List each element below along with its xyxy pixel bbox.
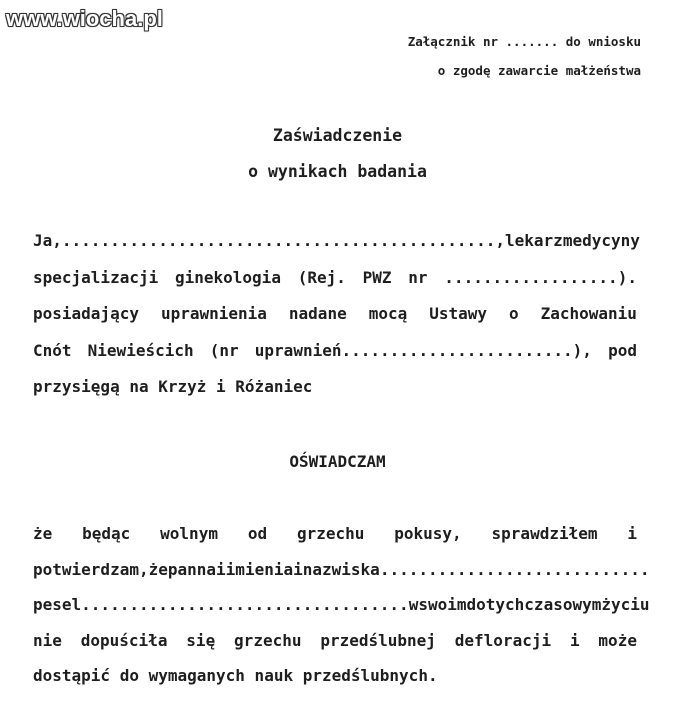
word: PWZ: [362, 267, 392, 287]
word: ............................: [379, 559, 650, 579]
word: grzechu: [296, 524, 365, 543]
word: uprawnień........................),: [254, 340, 592, 360]
doctor-statement-paragraph: [33, 231, 640, 414]
word: nazwiska: [302, 559, 380, 579]
paragraph-line: [33, 631, 637, 667]
word: pokusy,: [394, 524, 462, 543]
word: Zachowaniu: [540, 304, 637, 323]
word: (Rej.: [297, 267, 346, 287]
word: Cnót: [33, 340, 72, 360]
word: (nr: [209, 340, 239, 360]
annex-line-2: o zgodę zawarcie małżeństwa: [437, 63, 641, 78]
word: lekarz: [505, 231, 563, 250]
word: ginekologia: [174, 267, 281, 287]
word: defloracji: [454, 630, 552, 650]
paragraph-line: [33, 559, 650, 596]
word: uprawnienia: [160, 304, 267, 323]
word: mocą: [368, 304, 408, 323]
word: ..................).: [444, 267, 637, 287]
word: medycyny: [562, 231, 640, 250]
watermark-logo: www.wiocha.pl: [6, 6, 163, 31]
word: .............................................,: [61, 231, 506, 250]
word: życiu: [601, 595, 650, 614]
word: może: [598, 630, 637, 650]
word: że: [33, 524, 53, 543]
word: i: [293, 559, 303, 579]
word: i: [569, 630, 580, 650]
word: pod: [608, 340, 637, 360]
paragraph-line: [33, 524, 637, 560]
word: dopuściła: [80, 630, 168, 650]
word: nie: [33, 630, 62, 650]
word: w: [408, 595, 419, 614]
word: swoim: [418, 595, 467, 614]
word: sprawdziłem: [491, 524, 598, 543]
word: i: [627, 524, 637, 543]
word: Niewieścich: [87, 340, 194, 360]
word: o: [508, 304, 519, 323]
word: Ja,: [33, 231, 62, 250]
word: i: [216, 559, 226, 579]
paragraph-line: przysięgą na Krzyż i Różaniec: [33, 377, 313, 396]
word: przedślubnej: [320, 630, 436, 650]
word: pesel..................................: [33, 595, 409, 614]
word: wolnym: [160, 524, 218, 543]
declaration-heading: OŚWIADCZAM: [289, 452, 386, 471]
word: dotychczasowym: [466, 595, 602, 614]
paragraph-line: [33, 304, 637, 341]
word: Ustawy: [429, 304, 487, 323]
paragraph-line: [33, 268, 637, 305]
paragraph-line: [33, 595, 650, 631]
word: posiadający: [33, 304, 139, 323]
word: że: [148, 559, 168, 579]
document-title: Zaświadczenie: [272, 126, 403, 145]
document-subtitle: o wynikach badania: [248, 162, 427, 181]
word: od: [247, 524, 268, 543]
word: panna: [167, 559, 217, 579]
word: będąc: [82, 524, 131, 543]
word: imienia: [225, 559, 294, 579]
word: się: [186, 630, 216, 650]
word: nr: [408, 267, 428, 287]
word: potwierdzam,: [33, 559, 149, 579]
word: specjalizacji: [33, 267, 159, 287]
word: grzechu: [234, 630, 302, 650]
paragraph-line: dostąpić do wymaganych nauk przedślubnych.: [33, 666, 438, 685]
word: nadane: [288, 304, 347, 323]
paragraph-line: [33, 341, 637, 378]
annex-line-1: Załącznik nr ....... do wniosku: [407, 34, 641, 49]
paragraph-line: [33, 231, 640, 268]
declaration-paragraph: [33, 524, 650, 702]
